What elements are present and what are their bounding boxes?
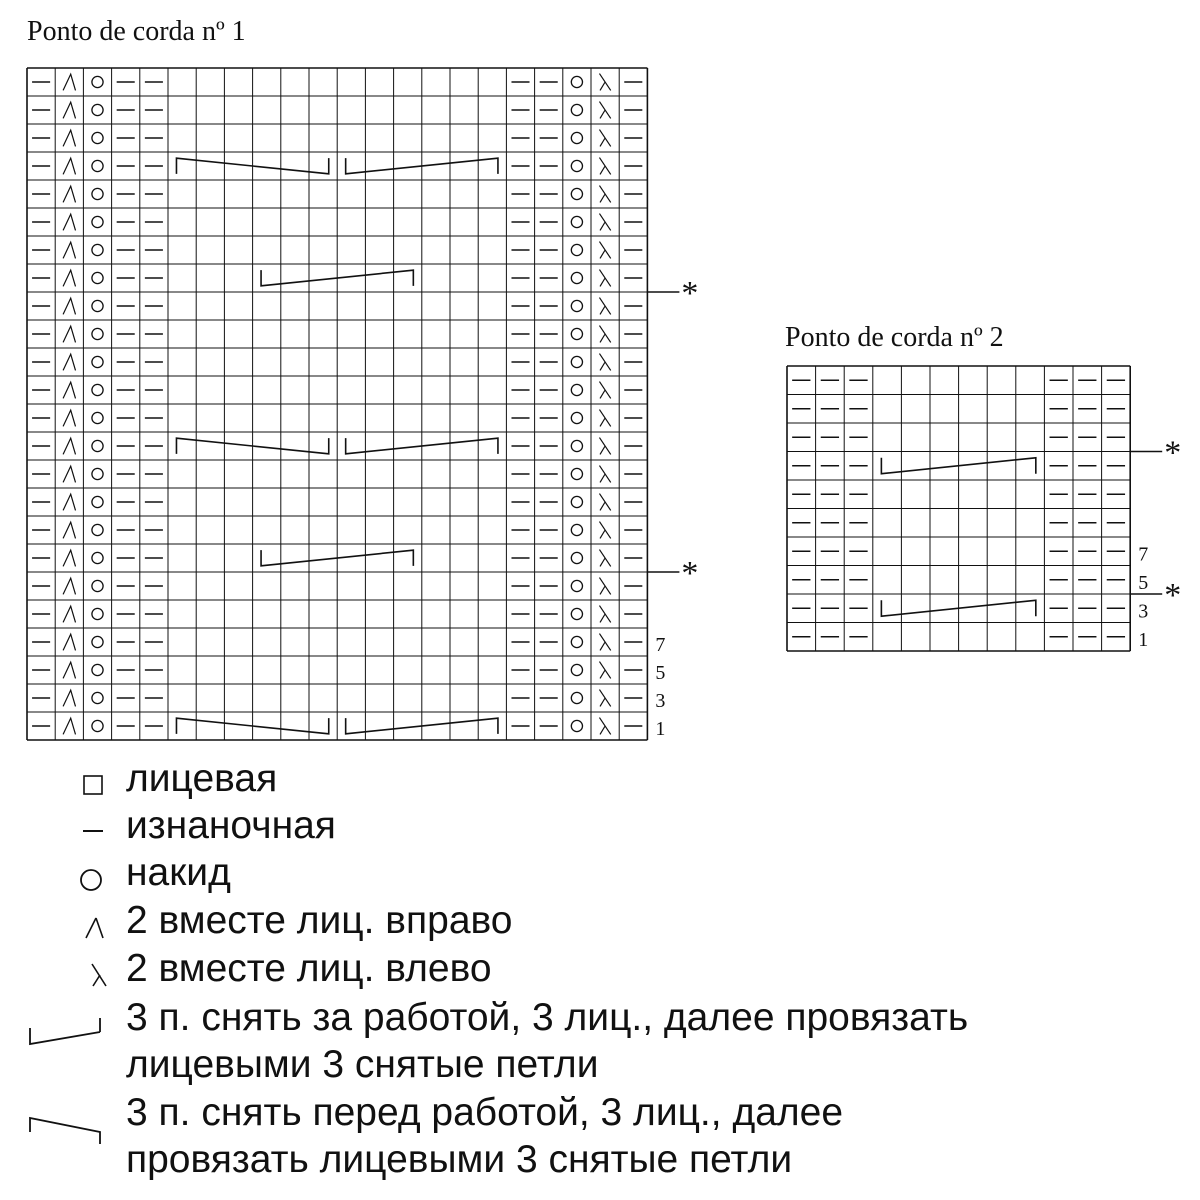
yarn-over-mark — [571, 720, 582, 731]
k2tog-right-mark — [63, 718, 75, 734]
k2tog-right-mark — [63, 158, 75, 174]
k2tog-right-mark — [63, 270, 75, 286]
yarn-over-mark — [92, 720, 103, 731]
star-marker: * — [1164, 434, 1182, 472]
k2tog-left-mark — [599, 410, 610, 427]
yarn-over-mark — [92, 244, 103, 255]
legend-yo-label: накид — [126, 851, 231, 894]
k2tog-right-mark — [63, 130, 75, 146]
k2tog-right-mark — [63, 102, 75, 118]
k2tog-left-mark — [599, 74, 610, 91]
yarn-over-mark — [92, 692, 103, 703]
row-number: 7 — [1138, 543, 1149, 566]
yarn-over-mark — [92, 160, 103, 171]
yarn-over-mark — [92, 216, 103, 227]
k2tog-right-mark — [63, 410, 75, 426]
yarn-over-mark — [571, 468, 582, 479]
k2tog-left-mark — [599, 326, 610, 343]
row-number: 7 — [655, 633, 666, 656]
yarn-over-mark — [92, 272, 103, 283]
legend-knit-label: лицевая — [126, 757, 278, 800]
k2tog-left-mark — [599, 606, 610, 623]
k2tog-left-mark — [599, 718, 610, 735]
yarn-over-mark — [92, 188, 103, 199]
k2tog-left-mark — [599, 578, 610, 595]
k2tog-right-mark — [63, 578, 75, 594]
k2tog-right-mark — [63, 494, 75, 510]
knitting-chart-2 — [787, 366, 1181, 651]
row-number: 3 — [1138, 600, 1149, 623]
yarn-over-mark — [92, 76, 103, 87]
k2tog-left-mark — [599, 550, 610, 567]
row-number: 5 — [655, 661, 666, 684]
legend-purl-label: изнаночная — [126, 804, 336, 847]
k2tog-right-mark — [63, 326, 75, 342]
yarn-over-mark — [571, 496, 582, 507]
yarn-over-mark — [92, 608, 103, 619]
row-number: 5 — [1138, 571, 1149, 594]
k2tog-right-mark — [63, 662, 75, 678]
legend-cable-back-line1: 3 п. снять за работой, 3 лиц., далее провязать — [126, 996, 969, 1039]
yarn-over-mark — [92, 552, 103, 563]
row-number: 1 — [655, 717, 666, 740]
yarn-over-mark — [571, 76, 582, 87]
yarn-over-mark — [92, 580, 103, 591]
yarn-over-mark — [92, 104, 103, 115]
yarn-over-mark — [571, 104, 582, 115]
star-marker: * — [1164, 577, 1182, 614]
row-number: 1 — [1138, 628, 1149, 651]
legend-cable-back-line2: лицевыми 3 снятые петли — [126, 1043, 599, 1086]
k2tog-right-mark — [63, 606, 75, 622]
yarn-over-mark — [571, 188, 582, 199]
cable-front-icon — [26, 1106, 106, 1146]
cable-back-icon — [26, 1014, 106, 1050]
k2tog-right-mark — [63, 690, 75, 706]
row-number: 3 — [655, 689, 666, 712]
k2tog-left-mark — [599, 242, 610, 259]
k2tog-right-mark — [63, 438, 75, 454]
k2tog-right-mark — [63, 354, 75, 370]
k2tog-left-mark — [599, 382, 610, 399]
yarn-over-mark — [571, 524, 582, 535]
yarn-over-mark — [571, 356, 582, 367]
yarn-over-mark — [571, 216, 582, 227]
yarn-over-mark — [92, 468, 103, 479]
yarn-over-mark — [571, 440, 582, 451]
knit-square-icon — [80, 770, 110, 800]
k2tog-right-mark — [63, 298, 75, 314]
legend-cable-front-line2: провязать лицевыми 3 снятые петли — [126, 1138, 793, 1181]
chart1-title: Ponto de corda nº 1 — [27, 16, 246, 47]
yarn-over-mark — [92, 328, 103, 339]
yarn-over-mark — [571, 272, 582, 283]
yarn-over-mark — [571, 664, 582, 675]
k2tog-left-mark — [599, 158, 610, 175]
yarn-over-mark — [92, 412, 103, 423]
legend-k2tog-left-label: 2 вместе лиц. влево — [126, 947, 492, 990]
k2tog-right-mark — [63, 214, 75, 230]
yarn-over-mark — [571, 300, 582, 311]
yarn-over-mark — [92, 440, 103, 451]
k2tog-left-mark — [599, 102, 610, 119]
k2tog-left-mark — [599, 298, 610, 315]
k2tog-right-icon — [82, 912, 112, 942]
k2tog-right-mark — [63, 522, 75, 538]
yarn-over-mark — [92, 132, 103, 143]
k2tog-left-icon — [88, 960, 118, 990]
star-marker: * — [681, 555, 699, 592]
yarn-over-mark — [92, 524, 103, 535]
star-marker: * — [681, 275, 699, 312]
k2tog-left-mark — [599, 438, 610, 455]
yarn-over-mark — [92, 300, 103, 311]
yarn-over-mark — [92, 384, 103, 395]
k2tog-left-mark — [599, 186, 610, 203]
yarn-over-mark — [571, 244, 582, 255]
k2tog-right-mark — [63, 74, 75, 90]
yarn-over-icon — [78, 866, 108, 896]
yarn-over-mark — [571, 692, 582, 703]
yarn-over-mark — [92, 496, 103, 507]
yarn-over-mark — [571, 552, 582, 563]
k2tog-right-mark — [63, 550, 75, 566]
k2tog-right-mark — [63, 382, 75, 398]
k2tog-left-mark — [599, 662, 610, 679]
yarn-over-mark — [571, 636, 582, 647]
k2tog-left-mark — [599, 270, 610, 287]
yarn-over-mark — [571, 328, 582, 339]
k2tog-left-mark — [599, 522, 610, 539]
k2tog-left-mark — [599, 494, 610, 511]
yarn-over-mark — [571, 580, 582, 591]
k2tog-right-mark — [63, 242, 75, 258]
yarn-over-mark — [92, 356, 103, 367]
yarn-over-mark — [92, 636, 103, 647]
k2tog-left-mark — [599, 690, 610, 707]
yarn-over-mark — [571, 132, 582, 143]
k2tog-right-mark — [63, 634, 75, 650]
legend-k2tog-right-label: 2 вместе лиц. вправо — [126, 899, 513, 942]
k2tog-left-mark — [599, 466, 610, 483]
yarn-over-mark — [571, 608, 582, 619]
k2tog-right-mark — [63, 186, 75, 202]
chart2-title: Ponto de corda nº 2 — [785, 322, 1004, 353]
yarn-over-mark — [571, 384, 582, 395]
yarn-over-mark — [92, 664, 103, 675]
legend-cable-front-line1: 3 п. снять перед работой, 3 лиц., далее — [126, 1091, 844, 1134]
yarn-over-mark — [571, 160, 582, 171]
k2tog-left-mark — [599, 214, 610, 231]
k2tog-right-mark — [63, 466, 75, 482]
yarn-over-mark — [571, 412, 582, 423]
purl-dash-icon — [80, 816, 110, 846]
k2tog-left-mark — [599, 130, 610, 147]
k2tog-left-mark — [599, 634, 610, 651]
knitting-chart-1 — [27, 68, 698, 740]
k2tog-left-mark — [599, 354, 610, 371]
